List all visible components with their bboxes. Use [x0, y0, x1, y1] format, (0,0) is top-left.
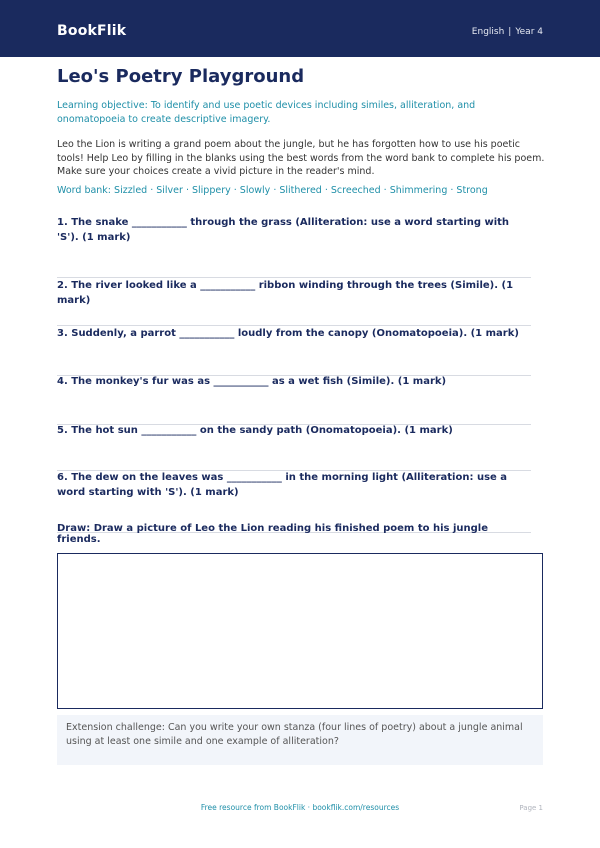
- question-6: 6. The dew on the leaves was ___________ in the morning light (Alliteration: use a word starting with 'S'). (1 mark): [57, 472, 508, 498]
- footer-resource-link[interactable]: Free resource from BookFlik · bookflik.com/resources: [200, 803, 400, 812]
- worksheet-title: Leo's Poetry Playground: [57, 66, 305, 87]
- extension-challenge-text: Extension challenge: Can you write your own stanza (four lines of poetry) about a jungle animal using at least one simile and one example of alliteration?: [66, 722, 523, 747]
- header-bar: [0, 0, 600, 57]
- learning-objective: Learning objective: To identify and use poetic devices including similes, alliteration, and onomatopoeia to create descriptive imagery.: [57, 100, 476, 125]
- page-number: Page 1: [519, 804, 543, 812]
- question-5: 5. The hot sun ___________ on the sandy path (Onomatopoeia). (1 mark): [57, 425, 453, 436]
- question-2: 2. The river looked like a ___________ ribbon winding through the trees (Simile). (1 mark): [57, 280, 514, 306]
- draw-prompt: Draw: Draw a picture of Leo the Lion reading his finished poem to his jungle friends.: [57, 523, 488, 545]
- breadcrumb-separator: |: [508, 27, 512, 37]
- drawing-area[interactable]: [57, 553, 543, 709]
- subject-label: English: [471, 27, 505, 37]
- subject-breadcrumb: [472, 27, 543, 37]
- year-label: Year 4: [515, 27, 543, 37]
- question-3: 3. Suddenly, a parrot ___________ loudly from the canopy (Onomatopoeia). (1 mark): [57, 328, 519, 339]
- extension-challenge-box: [57, 715, 543, 765]
- question-1: 1. The snake ___________ through the grass (Alliteration: use a word starting with 'S'). (1 mark): [57, 217, 510, 243]
- question-4: 4. The monkey's fur was as ___________ as a wet fish (Simile). (1 mark): [57, 376, 447, 387]
- intro-paragraph: Leo the Lion is writing a grand poem about the jungle, but he has forgotten how to use his poetic tools! Help Leo by filling in the blanks using the best words from the word bank to complete his poem. Make sure your choices create a vivid picture in the reader's mind.: [57, 139, 545, 177]
- word-bank: Word bank: Sizzled · Silver · Slippery · Slowly · Slithered · Screeched · Shimmering · Strong: [57, 185, 488, 196]
- brand-logo-text[interactable]: BookFlik: [57, 23, 127, 39]
